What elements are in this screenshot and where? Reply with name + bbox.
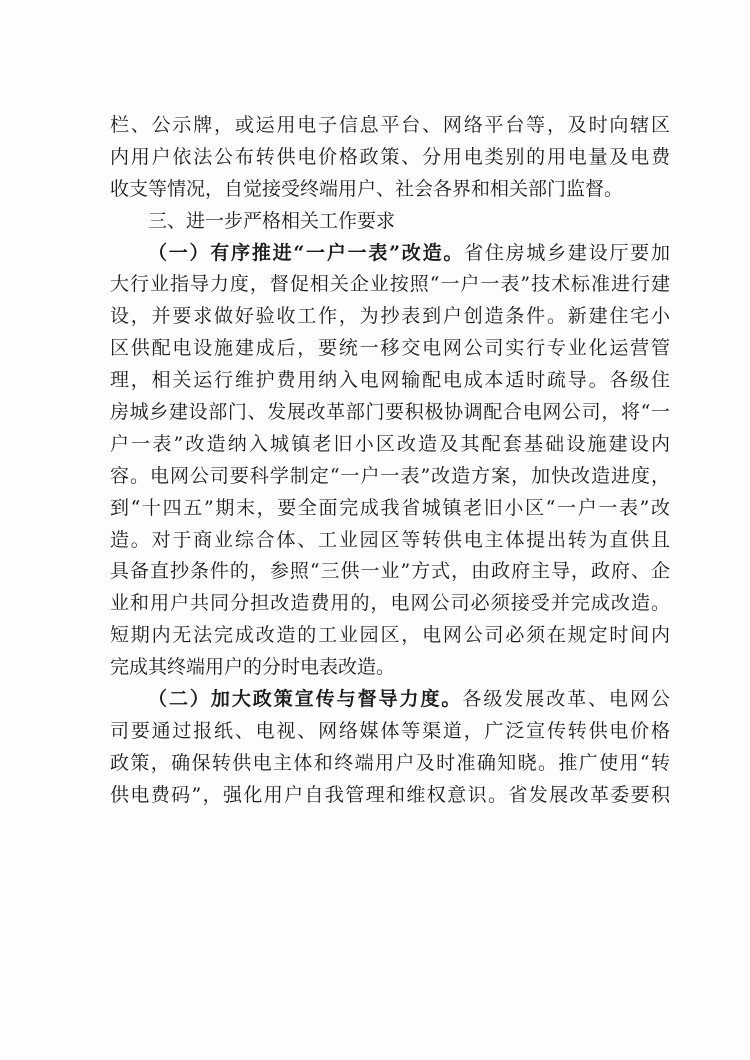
text-line <box>110 684 670 716</box>
text-line: 短期内无法完成改造的工业园区，电网公司必须在规定时间内 <box>110 624 670 647</box>
text-line: 造。对于商业综合体、工业园区等转供电主体提出转为直供且 <box>110 528 670 551</box>
text-fragment: 各级发展改革、电网公 <box>462 688 670 711</box>
text-line: 容。电网公司要科学制定“一户一表”改造方案，加快改造进度， <box>110 464 670 487</box>
text-line: 业和用户共同分担改造费用的，电网公司必须接受并完成改造。 <box>110 592 670 615</box>
subsection-heading: （一）有序推进“一户一表”改造。 <box>148 241 465 264</box>
text-line <box>110 238 670 270</box>
document-body <box>110 110 670 812</box>
text-line: 到“十四五”期末，要全面完成我省城镇老旧小区“一户一表”改 <box>110 496 670 519</box>
section-heading: 三、进一步严格相关工作要求 <box>148 209 396 232</box>
text-line: 理，相关运行维护费用纳入电网输配电成本适时疏导。各级住 <box>110 369 670 392</box>
subsection-heading: （二）加大政策宣传与督导力度。 <box>148 688 463 711</box>
text-line: 房城乡建设部门、发展改革部门要积极协调配合电网公司，将“一 <box>110 401 670 424</box>
text-line: 设，并要求做好验收工作，为抄表到户创造条件。新建住宅小 <box>110 305 670 328</box>
text-line: 供电费码”，强化用户自我管理和维权意识。省发展改革委要积 <box>110 783 670 806</box>
text-line: 收支等情况，自觉接受终端用户、社会各界和相关部门监督。 <box>110 177 624 200</box>
text-line: 大行业指导力度，督促相关企业按照“一户一表”技术标准进行建 <box>110 273 670 296</box>
text-fragment: 省住房城乡建设厅要加 <box>464 241 670 264</box>
text-line: 内用户依法公布转供电价格政策、分用电类别的用电量及电费 <box>110 145 670 168</box>
text-line: 栏、公示牌，或运用电子信息平台、网络平台等，及时向辖区 <box>110 114 670 136</box>
text-line: 司要通过报纸、电视、网络媒体等渠道，广泛宣传转供电价格 <box>110 719 670 742</box>
text-line: 具备直抄条件的，参照“三供一业”方式，由政府主导，政府、企 <box>110 560 670 583</box>
text-line: 政策，确保转供电主体和终端用户及时准确知晓。推广使用“转 <box>110 751 670 774</box>
text-line: 区供配电设施建成后，要统一移交电网公司实行专业化运营管 <box>110 337 670 360</box>
text-line: 户一表”改造纳入城镇老旧小区改造及其配套基础设施建设内 <box>110 432 670 455</box>
text-line: 完成其终端用户的分时电表改造。 <box>110 656 396 679</box>
